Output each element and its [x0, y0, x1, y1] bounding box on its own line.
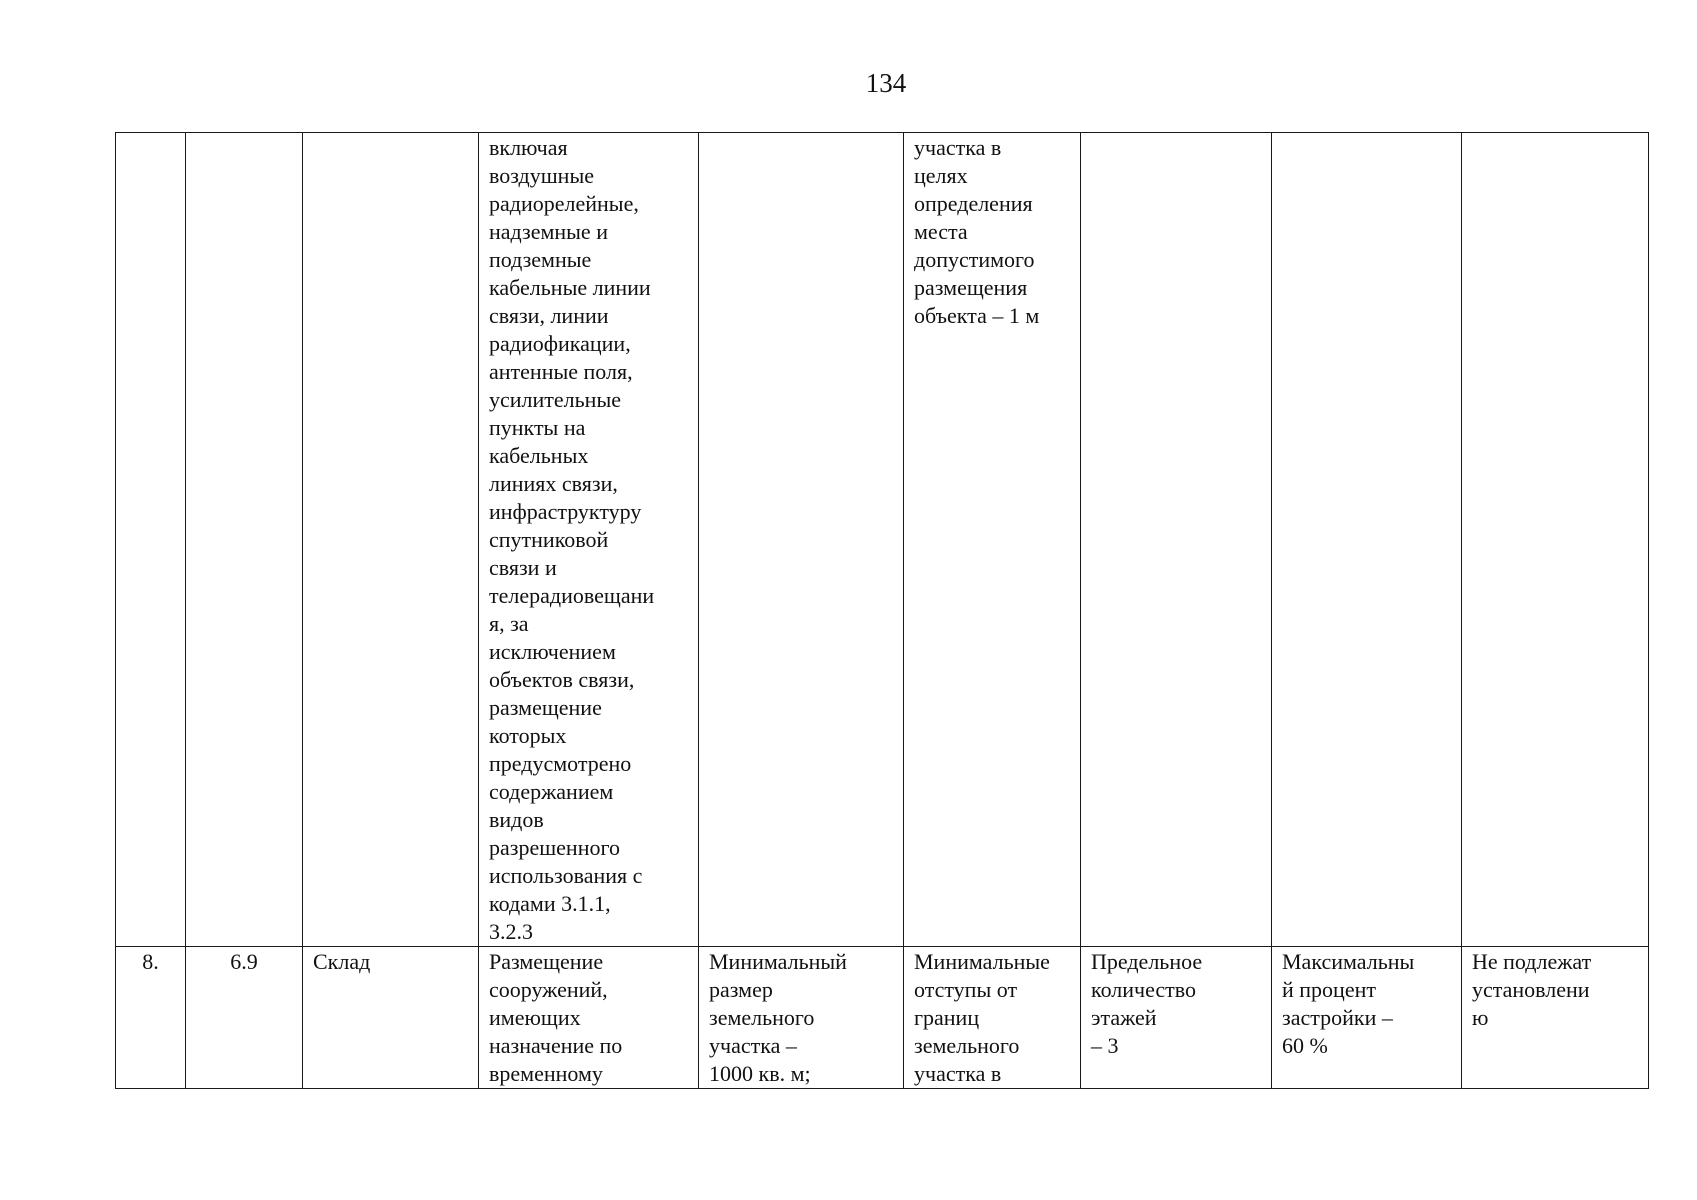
cell-code: [186, 133, 303, 947]
cell-name: [303, 133, 479, 947]
cell-setbacks: участка в целях определения места допустимого размещения объекта – 1 м: [904, 133, 1081, 947]
cell-restrictions: Не подлежат установлени ю: [1462, 947, 1649, 1089]
cell-plot-size: [699, 133, 904, 947]
cell-floors: [1081, 133, 1272, 947]
cell-number: [116, 133, 186, 947]
cell-description: Размещение сооружений, имеющих назначение по временному: [479, 947, 699, 1089]
cell-floors: Предельное количество этажей – 3: [1081, 947, 1272, 1089]
cell-code: 6.9: [186, 947, 303, 1089]
page-number: 134: [865, 68, 907, 98]
cell-number: 8.: [116, 947, 186, 1089]
cell-name: Склад: [303, 947, 479, 1089]
cell-coverage: Максимальны й процент застройки – 60 %: [1272, 947, 1462, 1089]
cell-plot-size: Минимальный размер земельного участка – 1000 кв. м;: [699, 947, 904, 1089]
table-row-continuation: [116, 133, 1649, 947]
cell-description: включая воздушные радиорелейные, надземные и подземные кабельные линии связи, линии радиофикации, антенные поля, усилительные пункты на кабельных линиях связи, инфраструктуру спутниковой связи и телерадиовещани я, за исключением объектов связи, размещение которых предусмотрено содержанием видов разрешенного использования с кодами 3.1.1, 3.2.3: [479, 133, 699, 947]
table-row-8: [116, 947, 1649, 1089]
cell-restrictions: [1462, 133, 1649, 947]
cell-coverage: [1272, 133, 1462, 947]
land-use-regulations-table: [115, 132, 1649, 1089]
cell-setbacks: Минимальные отступы от границ земельного участка в: [904, 947, 1081, 1089]
